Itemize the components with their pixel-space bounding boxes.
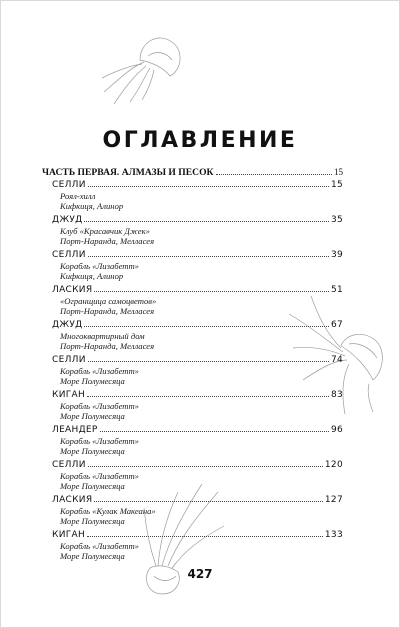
leader-dots xyxy=(88,186,329,187)
leader-dots xyxy=(88,466,323,467)
chapter-location: «Огранщица самоцветов» xyxy=(60,296,157,306)
chapter-entry[interactable] xyxy=(52,320,343,351)
chapter-row xyxy=(52,495,343,506)
chapter-region: Море Полумесяца xyxy=(60,551,125,561)
chapter-location: Корабль «Лизабетт» xyxy=(60,471,139,481)
chapter-title: СЕЛЛИ xyxy=(52,250,86,260)
chapter-location: Корабль «Лизабетт» xyxy=(60,541,139,551)
chapter-page: 127 xyxy=(324,495,343,505)
leader-dots xyxy=(87,536,323,537)
toc-title: ОГЛАВЛЕНИЕ xyxy=(102,128,298,153)
chapter-row xyxy=(52,460,343,471)
chapter-title: ДЖУД xyxy=(52,320,83,330)
chapter-entry[interactable] xyxy=(52,530,343,561)
chapter-title: ЛЕАНДЕР xyxy=(52,425,98,435)
chapter-region: Порт-Наранда, Мелласея xyxy=(60,341,155,351)
part-title: ЧАСТЬ ПЕРВАЯ. АЛМАЗЫ И ПЕСОК xyxy=(42,167,214,178)
chapter-title: ЛАСКИЯ xyxy=(52,495,93,505)
chapter-region: Море Полумесяца xyxy=(60,376,125,386)
chapter-entry[interactable] xyxy=(52,250,343,281)
leader-dots xyxy=(84,326,328,327)
chapter-location: Многоквартирный дом xyxy=(60,331,145,341)
part-page: 15 xyxy=(334,167,343,177)
jellyfish-illustration-top xyxy=(100,20,190,110)
leader-dots xyxy=(87,396,329,397)
chapter-title: СЕЛЛИ xyxy=(52,180,86,190)
chapter-row xyxy=(52,355,343,366)
chapter-page: 120 xyxy=(324,460,343,470)
chapter-entry[interactable] xyxy=(52,355,343,386)
chapter-list xyxy=(42,180,343,561)
chapter-location: Корабль «Лизабетт» xyxy=(60,401,139,411)
chapter-entry[interactable] xyxy=(52,390,343,421)
chapter-page: 51 xyxy=(330,285,343,295)
chapter-page: 39 xyxy=(330,250,343,260)
leader-dots xyxy=(88,256,329,257)
chapter-title: ДЖУД xyxy=(52,215,83,225)
chapter-entry[interactable] xyxy=(52,460,343,491)
leader-dots xyxy=(84,221,328,222)
chapter-page: 67 xyxy=(330,320,343,330)
chapter-row xyxy=(52,425,343,436)
table-of-contents xyxy=(42,166,343,565)
chapter-row xyxy=(52,250,343,261)
chapter-row xyxy=(52,215,343,226)
chapter-page: 74 xyxy=(330,355,343,365)
chapter-title: СЕЛЛИ xyxy=(52,460,86,470)
chapter-region: Море Полумесяца xyxy=(60,446,125,456)
chapter-location: Корабль «Лизабетт» xyxy=(60,436,139,446)
chapter-location: Роял-хилл xyxy=(60,191,96,201)
chapter-page: 96 xyxy=(330,425,343,435)
chapter-location: Корабль «Кулак Макеана» xyxy=(60,506,156,516)
chapter-region: Кифкиця, Алинор xyxy=(60,271,124,281)
part-heading[interactable] xyxy=(42,166,343,179)
chapter-page: 35 xyxy=(330,215,343,225)
leader-dots xyxy=(88,361,329,362)
chapter-title: КИГАН xyxy=(52,390,86,400)
leader-dots xyxy=(94,501,323,502)
chapter-region: Порт-Наранда, Мелласея xyxy=(60,236,155,246)
leader-dots xyxy=(100,431,329,432)
leader-dots xyxy=(216,174,332,175)
chapter-row xyxy=(52,285,343,296)
chapter-page: 133 xyxy=(324,530,343,540)
chapter-page: 15 xyxy=(330,180,343,190)
chapter-entry[interactable] xyxy=(52,285,343,316)
chapter-location: Корабль «Лизабетт» xyxy=(60,366,139,376)
chapter-entry[interactable] xyxy=(52,180,343,211)
leader-dots xyxy=(94,291,329,292)
chapter-entry[interactable] xyxy=(52,425,343,456)
chapter-row xyxy=(52,320,343,331)
chapter-row xyxy=(52,390,343,401)
chapter-title: КИГАН xyxy=(52,530,86,540)
page-number: 427 xyxy=(187,567,213,581)
chapter-entry[interactable] xyxy=(52,495,343,526)
chapter-region: Кифкиця, Алинор xyxy=(60,201,124,211)
chapter-entry[interactable] xyxy=(52,215,343,246)
chapter-row xyxy=(52,180,343,191)
chapter-location: Корабль «Лизабетт» xyxy=(60,261,139,271)
chapter-row xyxy=(52,530,343,541)
chapter-title: СЕЛЛИ xyxy=(52,355,86,365)
chapter-location: Клуб «Красавчик Джек» xyxy=(60,226,150,236)
chapter-region: Море Полумесяца xyxy=(60,481,125,491)
chapter-region: Море Полумесяца xyxy=(60,411,125,421)
chapter-title: ЛАСКИЯ xyxy=(52,285,93,295)
chapter-region: Море Полумесяца xyxy=(60,516,125,526)
chapter-region: Порт-Наранда, Мелласея xyxy=(60,306,155,316)
chapter-page: 83 xyxy=(330,390,343,400)
